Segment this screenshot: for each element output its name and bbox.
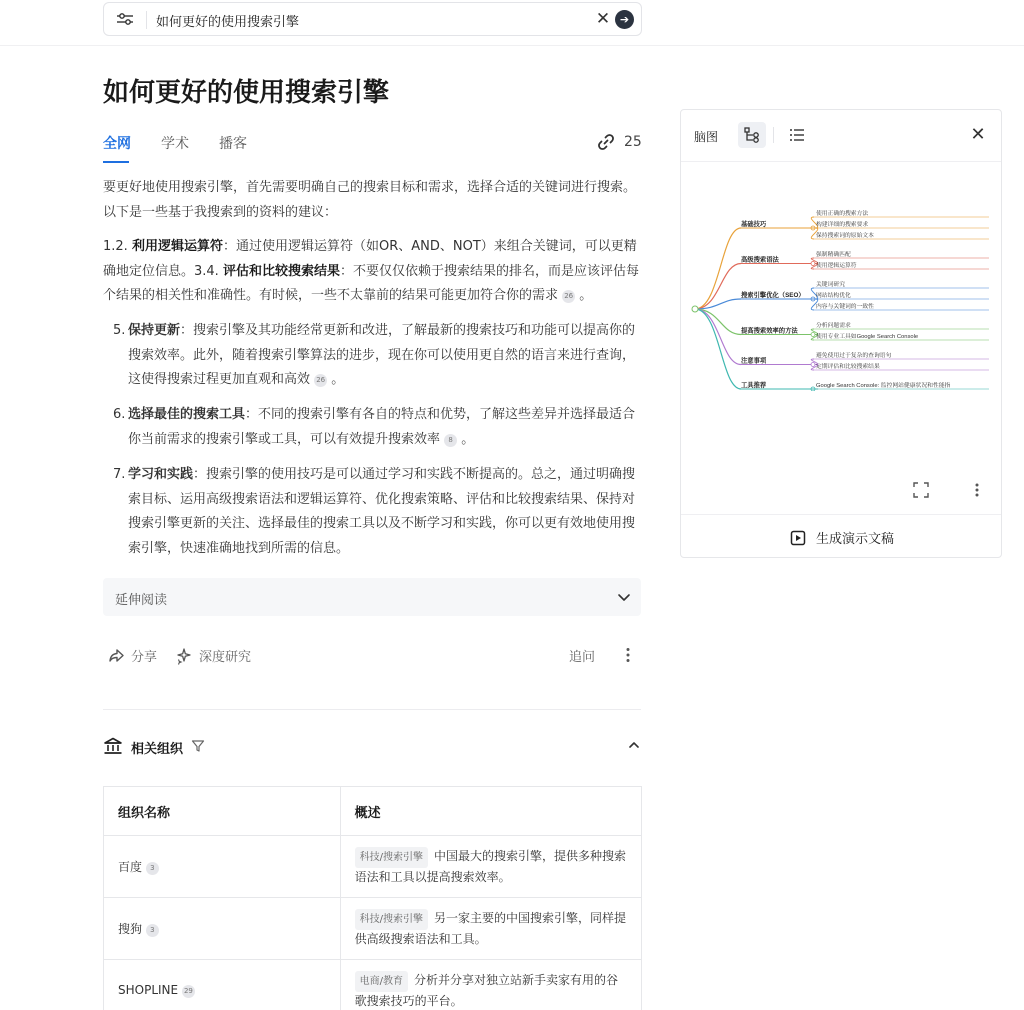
p2-text-2: ：不要仅仅依赖于搜索结果的排名，而是应该评估每个结果的相关性和准确性。有时候，一些不太靠前的结果可能更加符合你的需求 — [103, 263, 639, 303]
category-tag: 科技/搜索引擎 — [355, 847, 428, 868]
submit-arrow-icon[interactable]: ➔ — [615, 10, 634, 29]
list-item-title: 学习和实践 — [128, 467, 194, 482]
org-desc-cell — [340, 836, 641, 898]
citation-badge[interactable]: 26 — [562, 290, 575, 303]
answer-intro: 要更好地使用搜索引擎，首先需要明确自己的搜索目标和需求，选择合适的关键词进行搜索。以下是一些基于我搜索到的资料的建议： — [103, 180, 637, 220]
share-icon — [108, 647, 125, 664]
list-item-text: ：搜索引擎及其功能经常更新和改进，了解最新的搜索技巧和功能可以提高你的搜索效率。此外，随着搜索引擎算法的进步，现在你可以使用更自然的语言来进行查询，这使得搜索过程更加直观和高效 — [128, 323, 636, 387]
mindmap-branch-label: 搜索引擎优化（SEO） — [741, 292, 805, 299]
citation-badge[interactable]: 3 — [146, 924, 159, 937]
org-desc: 中国最大的搜索引擎，提供多种搜索语法和工具以提高搜索效率。 — [354, 848, 626, 884]
mindmap-leaf-label: 内容与关键词的一致性 — [816, 304, 874, 310]
table-row — [104, 898, 642, 960]
org-desc: 另一家主要的中国搜索引擎，同样提供高级搜索语法和工具。 — [354, 910, 626, 946]
list-item-title: 保持更新 — [128, 323, 181, 338]
generate-slides-button[interactable] — [790, 528, 894, 547]
deep-research-label: 深度研究 — [199, 650, 252, 665]
extended-reading-label: 延伸阅读 — [115, 593, 168, 608]
table-row — [104, 836, 642, 898]
sparkle-icon — [175, 647, 193, 665]
related-orgs-header — [103, 736, 641, 758]
column-header-name: 组织名称 — [104, 787, 341, 836]
mindmap-branch-label: 工具推荐 — [741, 382, 767, 389]
close-icon[interactable]: ✕ — [970, 124, 986, 145]
mindmap-leaf-label: 关键词研究 — [816, 282, 845, 288]
filter-settings-icon[interactable] — [116, 11, 134, 27]
citation-badge[interactable]: 8 — [444, 434, 457, 447]
mindmap-branch-label: 高级搜索语法 — [741, 256, 779, 264]
org-name-cell — [104, 836, 341, 898]
active-tab-indicator — [103, 161, 129, 163]
list-number: 7. — [113, 467, 126, 482]
more-options-icon[interactable] — [622, 646, 634, 664]
tab-web[interactable]: 全网 — [103, 136, 131, 152]
list-item-text: ：搜索引擎的使用技巧是可以通过学习和实践不断提高的。总之，通过明确搜索目标、运用高级搜索语法和逻辑运算符、优化搜索策略、评估和比较搜索结果、保持对搜索引擎更新的关注、选择最佳的搜索工具以及不断学习和实践，你可以更有效地使用搜索引擎，快速准确地找到所需的信息。 — [128, 467, 636, 556]
page-title: 如何更好的使用搜索引擎 — [103, 78, 390, 108]
chevron-up-icon[interactable] — [627, 738, 641, 752]
org-desc-cell — [340, 960, 641, 1010]
org-name-cell — [104, 898, 341, 960]
category-tag: 科技/搜索引擎 — [355, 909, 428, 930]
list-number: 5. — [113, 323, 126, 338]
mindmap-edge — [695, 309, 741, 365]
mindmap-diagram[interactable] — [689, 206, 994, 391]
list-icon — [785, 122, 809, 148]
mindmap-leaf-label: 构建详细的搜索要求 — [816, 222, 869, 228]
mindmap-leaf-label: 分析问题需求 — [816, 323, 851, 329]
source-count: 25 — [624, 134, 642, 150]
mindmap-branch-label: 注意事项 — [741, 357, 767, 365]
follow-up-button[interactable] — [569, 646, 595, 665]
outline-view-button[interactable] — [785, 122, 809, 148]
share-button[interactable] — [108, 646, 157, 665]
follow-up-label: 追问 — [569, 650, 596, 665]
filter-icon[interactable] — [191, 739, 205, 753]
tab-academic[interactable]: 学术 — [161, 136, 189, 152]
presentation-icon — [790, 530, 806, 546]
mindmap-leaf-label: 使用正确的搜索方法 — [816, 211, 869, 217]
p2-text-1: ：通过使用逻辑运算符（如OR、AND、NOT）来组合关键词，可以更精确地定位信息。3.4. — [103, 239, 637, 279]
tree-icon — [738, 122, 766, 148]
list-item: 6. 选择最佳的搜索工具：不同的搜索引擎有各自的特点和优势，了解这些差异并选择最适合你当前需求的搜索引擎或工具，可以有效提升搜索效率 8 。 — [113, 403, 641, 452]
org-desc: 分析并分享对独立站新手卖家有用的谷歌搜索技巧的平台。 — [354, 972, 618, 1008]
mindmap-edge — [695, 228, 741, 309]
mindmap-view-button[interactable] — [738, 122, 766, 148]
org-name: SHOPLINE — [118, 983, 179, 997]
mindmap-edge — [695, 264, 741, 310]
top-bar — [0, 0, 1024, 46]
mindmap-leaf-label: 使用逻辑运算符 — [816, 263, 857, 269]
mindmap-branch-label: 基础技巧 — [741, 221, 767, 228]
mindmap-leaf-label: 网站结构优化 — [816, 293, 851, 299]
sources-button[interactable] — [596, 132, 642, 152]
mindmap-leaf-label: Google Search Console: 监控网站健康状况和性能指 — [816, 383, 951, 389]
mindmap-node-dot — [811, 363, 815, 367]
search-input[interactable]: 如何更好的使用搜索引擎 — [156, 15, 300, 30]
table-row — [104, 960, 642, 1010]
generate-slides-label: 生成演示文稿 — [816, 532, 895, 547]
list-item-text: ：不同的搜索引擎有各自的特点和优势，了解这些差异并选择最适合你当前需求的搜索引擎或工具，可以有效提升搜索效率 — [128, 407, 636, 447]
deep-research-button[interactable] — [175, 646, 251, 665]
extended-reading-toggle[interactable] — [103, 578, 641, 616]
p2-prefix: 1.2. — [103, 239, 132, 254]
mindmap-leaf-label: 避免使用过于复杂的查询语句 — [816, 353, 892, 359]
list-number: 6. — [113, 407, 126, 422]
p2-bold-logic: 利用逻辑运算符 — [131, 239, 223, 254]
tab-podcast[interactable]: 播客 — [219, 136, 247, 152]
list-item: 5. 保持更新：搜索引擎及其功能经常更新和改进，了解最新的搜索技巧和功能可以提高你的搜索效率。此外，随着搜索引擎算法的进步，现在你可以使用更自然的语言来进行查询，这使得搜索过程更加直观和高效 26 。 — [113, 319, 641, 393]
category-tag: 电商/教育 — [355, 971, 408, 992]
chevron-down-icon — [615, 588, 633, 606]
mindmap-leaf-label: 强制精确匹配 — [816, 252, 851, 258]
mindmap-footer — [681, 514, 1001, 558]
mindmap-header — [681, 110, 1001, 162]
table-header-row — [104, 787, 642, 836]
org-desc-cell — [340, 898, 641, 960]
clear-icon[interactable]: ✕ — [595, 9, 611, 29]
mindmap-leaf-label: 保持搜索词的原始文本 — [816, 233, 874, 239]
org-name-cell — [104, 960, 341, 1010]
view-divider — [773, 127, 774, 143]
org-name: 搜狗 — [118, 922, 143, 936]
p2-bold-evaluate: 评估和比较搜索结果 — [222, 263, 340, 279]
citation-badge[interactable]: 26 — [314, 374, 327, 387]
share-label: 分享 — [131, 650, 158, 665]
mindmap-node-dot — [811, 262, 815, 266]
citation-badge[interactable]: 3 — [146, 862, 159, 875]
search-divider — [146, 11, 147, 29]
answer-paragraph: 1.2. 利用逻辑运算符：通过使用逻辑运算符（如OR、AND、NOT）来组合关键词，可以更精确地定位信息。3.4. 评估和比较搜索结果：不要仅仅依赖于搜索结果的排名，而是应该评估每个结果的相关性和准确性。有时候，一些不太靠前的结果可能更加符合你的需求 26 。 — [103, 239, 639, 303]
related-orgs-title: 相关组织 — [131, 742, 184, 757]
list-item-title: 选择最佳的搜索工具 — [128, 407, 246, 422]
org-name: 百度 — [118, 860, 143, 874]
mindmap-panel — [680, 109, 1002, 558]
section-divider — [103, 709, 641, 710]
mindmap-edge — [695, 309, 741, 335]
fullscreen-icon[interactable] — [912, 481, 930, 499]
more-options-icon[interactable] — [970, 481, 984, 499]
citation-badge[interactable]: 29 — [182, 985, 195, 998]
orgs-table — [103, 786, 642, 1010]
institution-icon — [103, 736, 123, 756]
mindmap-branch-label: 提高搜索效率的方法 — [741, 327, 798, 335]
answer-actions — [108, 646, 642, 668]
mindmap-leaf-label: 使用专业工具如Google Search Console — [816, 334, 919, 340]
column-header-desc: 概述 — [340, 787, 641, 836]
list-item — [113, 463, 641, 561]
link-icon — [596, 132, 616, 152]
search-box[interactable] — [103, 2, 642, 36]
mindmap-node-dot — [811, 333, 815, 337]
mindmap-edge — [695, 309, 741, 389]
mindmap-leaf-label: 定期评估和比较搜索结果 — [816, 364, 880, 370]
mindmap-label: 脑图 — [694, 130, 719, 144]
mindmap-root-node — [692, 306, 698, 312]
